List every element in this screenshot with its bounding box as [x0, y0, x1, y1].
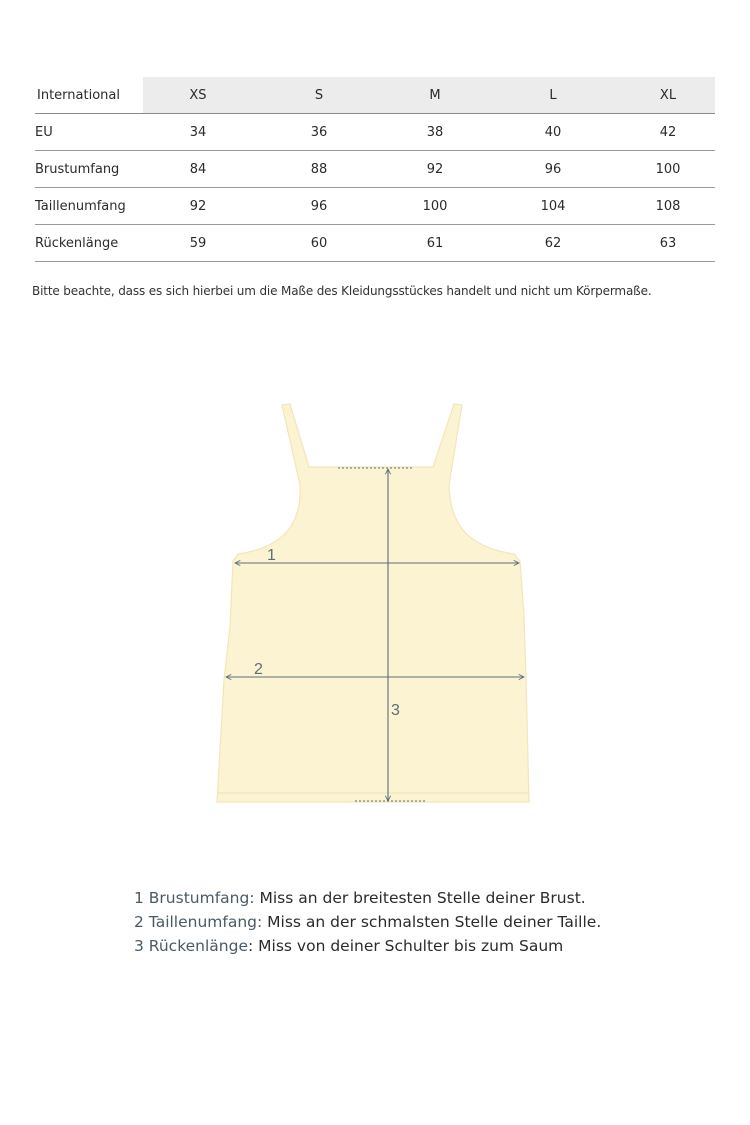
- legend-text: Miss an der breitesten Stelle deiner Brust.: [254, 889, 586, 907]
- row-label-taillenumfang: Taillenumfang: [35, 188, 143, 225]
- row-label-brustumfang: Brustumfang: [35, 151, 143, 188]
- marker-2: 2: [254, 661, 263, 678]
- table-cell: 59: [143, 225, 253, 262]
- table-row-taillenumfang: [35, 188, 715, 225]
- legend-term: 2 Taillenumfang:: [134, 913, 263, 931]
- legend-item-rueckenlaenge: [134, 934, 601, 958]
- legend-text: : Miss von deiner Schulter bis zum Saum: [248, 937, 564, 955]
- table-cell: 92: [385, 151, 485, 188]
- table-cell: 60: [253, 225, 385, 262]
- table-cell: 84: [143, 151, 253, 188]
- size-xs-header: XS: [143, 77, 253, 114]
- marker-3: 3: [391, 702, 400, 719]
- table-cell: 61: [385, 225, 485, 262]
- legend-item-taillenumfang: [134, 910, 601, 934]
- size-l-header: L: [485, 77, 621, 114]
- table-cell: 100: [385, 188, 485, 225]
- legend-term: 3 Rückenlänge: [134, 937, 248, 955]
- table-cell: 108: [621, 188, 715, 225]
- row-label-rueckenlaenge: Rückenlänge: [35, 225, 143, 262]
- legend-text: Miss an der schmalsten Stelle deiner Taille.: [262, 913, 602, 931]
- table-cell: 96: [485, 151, 621, 188]
- table-cell: 92: [143, 188, 253, 225]
- table-header-row: [35, 77, 715, 114]
- table-cell: 104: [485, 188, 621, 225]
- table-cell: 36: [253, 114, 385, 151]
- table-cell: 96: [253, 188, 385, 225]
- table-cell: 100: [621, 151, 715, 188]
- measurement-note: Bitte beachte, dass es sich hierbei um die Maße des Kleidungsstückes handelt und nicht um Körpermaße.: [32, 284, 652, 298]
- size-m-header: M: [385, 77, 485, 114]
- row-label-eu: EU: [35, 114, 143, 151]
- size-table: [35, 77, 715, 262]
- measurement-legend: [134, 886, 601, 958]
- table-row-rueckenlaenge: [35, 225, 715, 262]
- table-row-brustumfang: [35, 151, 715, 188]
- table-cell: 42: [621, 114, 715, 151]
- garment-measurement-diagram: [200, 395, 540, 815]
- legend-term: 1 Brustumfang:: [134, 889, 255, 907]
- row-label-international: International: [35, 77, 143, 114]
- garment-shape: [217, 404, 529, 802]
- table-cell: 88: [253, 151, 385, 188]
- table-cell: 40: [485, 114, 621, 151]
- size-xl-header: XL: [621, 77, 715, 114]
- size-s-header: S: [253, 77, 385, 114]
- legend-item-brustumfang: [134, 886, 601, 910]
- marker-1: 1: [267, 547, 276, 564]
- table-cell: 62: [485, 225, 621, 262]
- table-cell: 34: [143, 114, 253, 151]
- table-cell: 38: [385, 114, 485, 151]
- table-cell: 63: [621, 225, 715, 262]
- table-row-eu: [35, 114, 715, 151]
